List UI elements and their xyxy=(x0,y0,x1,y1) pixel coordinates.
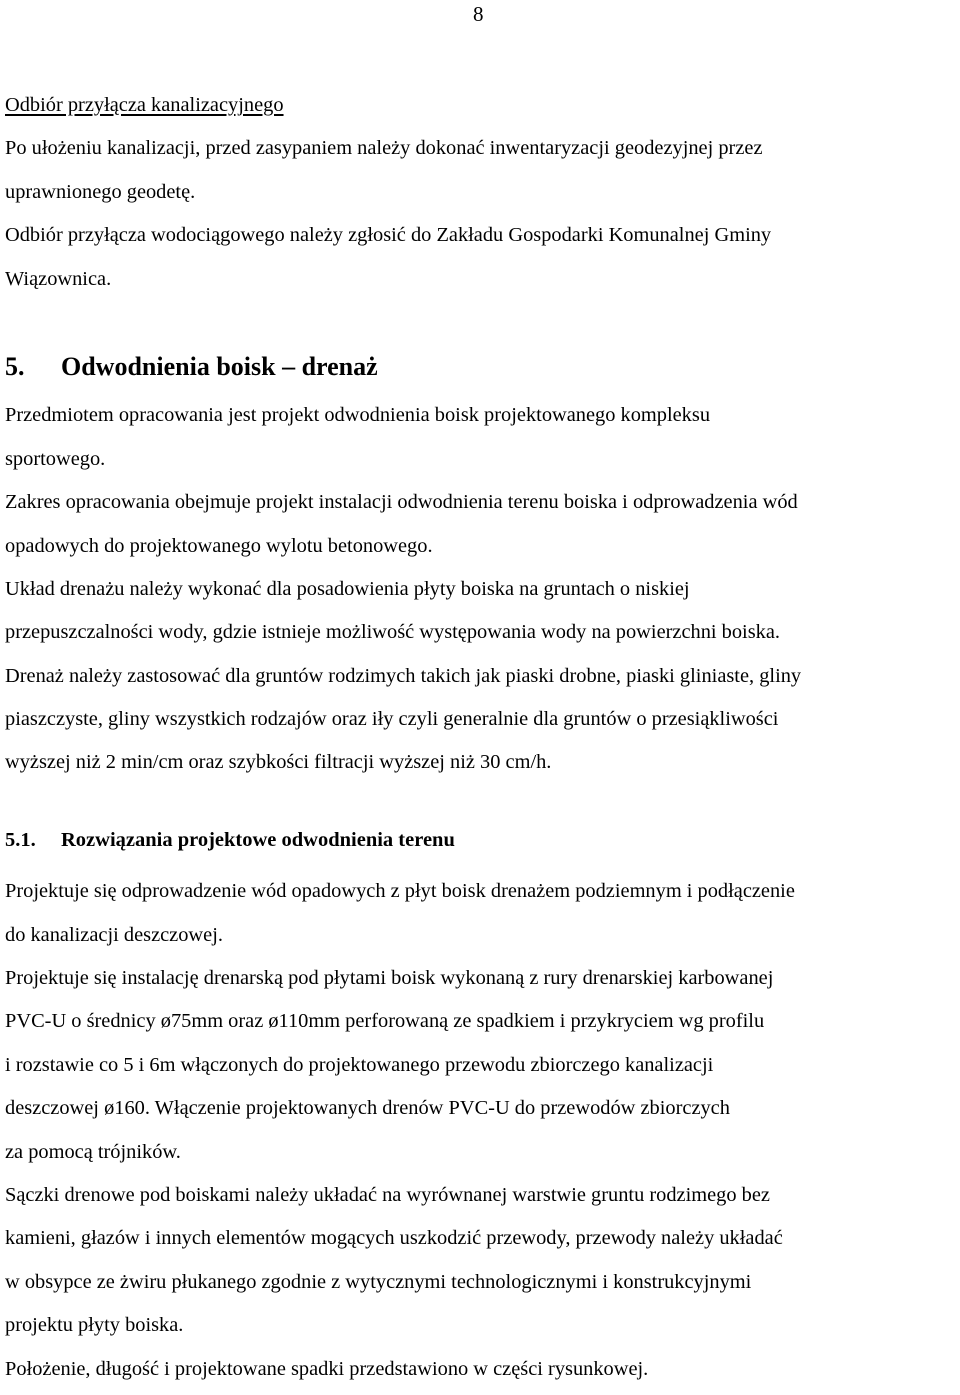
paragraph-line: Zakres opracowania obejmuje projekt instalacji odwodnienia terenu boiska i odprowadzenia wód xyxy=(5,491,798,514)
paragraph-line: Przedmiotem opracowania jest projekt odwodnienia boisk projektowanego kompleksu xyxy=(5,404,711,427)
paragraph-line: w obsypce ze żwiru płukanego zgodnie z wytycznymi technologicznymi i konstrukcyjnymi xyxy=(5,1270,752,1293)
document-body xyxy=(5,84,955,1391)
paragraph-line: kamieni, głazów i innych elementów mogących uszkodzić przewody, przewody należy układać xyxy=(5,1227,783,1250)
paragraph-line: uprawnionego geodetę. xyxy=(5,180,196,203)
paragraph-line: wyższej niż 2 min/cm oraz szybkości filtracji wyższej niż 30 cm/h. xyxy=(5,751,552,774)
paragraph-line: deszczowej ø160. Włączenie projektowanych drenów PVC-U do przewodów zbiorczych xyxy=(5,1097,730,1120)
paragraph-line: piaszczyste, gliny wszystkich rodzajów oraz iły czyli generalnie dla gruntów o przesiąkliwości xyxy=(5,708,779,731)
subsection-title: Rozwiązania projektowe odwodnienia terenu xyxy=(61,828,455,851)
paragraph-line: sportowego. xyxy=(5,447,106,470)
section-number: 5. xyxy=(5,351,25,381)
paragraph-line: Projektuje się instalację drenarską pod płytami boisk wykonaną z rury drenarskiej karbowanej xyxy=(5,967,774,990)
paragraph-line: za pomocą trójników. xyxy=(5,1140,181,1163)
paragraph-line: PVC-U o średnicy ø75mm oraz ø110mm perforowaną ze spadkiem i przykryciem wg profilu xyxy=(5,1010,765,1033)
paragraph-line: Położenie, długość i projektowane spadki przedstawiono w części rysunkowej. xyxy=(5,1357,649,1380)
paragraph-line: Układ drenażu należy wykonać dla posadowienia płyty boiska na gruntach o niskiej xyxy=(5,577,690,600)
paragraph-line: Po ułożeniu kanalizacji, przed zasypaniem należy dokonać inwentaryzacji geodezyjnej przez xyxy=(5,137,763,160)
section-heading xyxy=(5,345,955,388)
subsection-heading xyxy=(5,819,955,862)
paragraph-line: opadowych do projektowanego wylotu betonowego. xyxy=(5,534,433,557)
paragraph-line: Projektuje się odprowadzenie wód opadowych z płyt boisk drenażem podziemnym i podłączenie xyxy=(5,880,795,903)
section-title: Odwodnienia boisk – drenaż xyxy=(61,351,378,381)
paragraph-line: do kanalizacji deszczowej. xyxy=(5,923,223,946)
paragraph-line: Odbiór przyłącza wodociągowego należy zgłosić do Zakładu Gospodarki Komunalnej Gminy xyxy=(5,224,772,247)
paragraph-line: i rozstawie co 5 i 6m włączonych do projektowanego przewodu zbiorczego kanalizacji xyxy=(5,1053,714,1076)
paragraph-line: projektu płyty boiska. xyxy=(5,1314,184,1337)
page-number: 8 xyxy=(473,2,484,26)
paragraph-line: Drenaż należy zastosować dla gruntów rodzimych takich jak piaski drobne, piaski gliniaste, gliny xyxy=(5,664,802,687)
subsection-number: 5.1. xyxy=(5,828,36,851)
paragraph-line: przepuszczalności wody, gdzie istnieje możliwość występowania wody na powierzchni boiska. xyxy=(5,621,780,644)
paragraph-line: Wiązownica. xyxy=(5,267,112,290)
subsection-title: Odbiór przyłącza kanalizacyjnego xyxy=(5,94,284,116)
paragraph-line: Sączki drenowe pod boiskami należy układać na wyrównanej warstwie gruntu rodzimego bez xyxy=(5,1183,770,1206)
